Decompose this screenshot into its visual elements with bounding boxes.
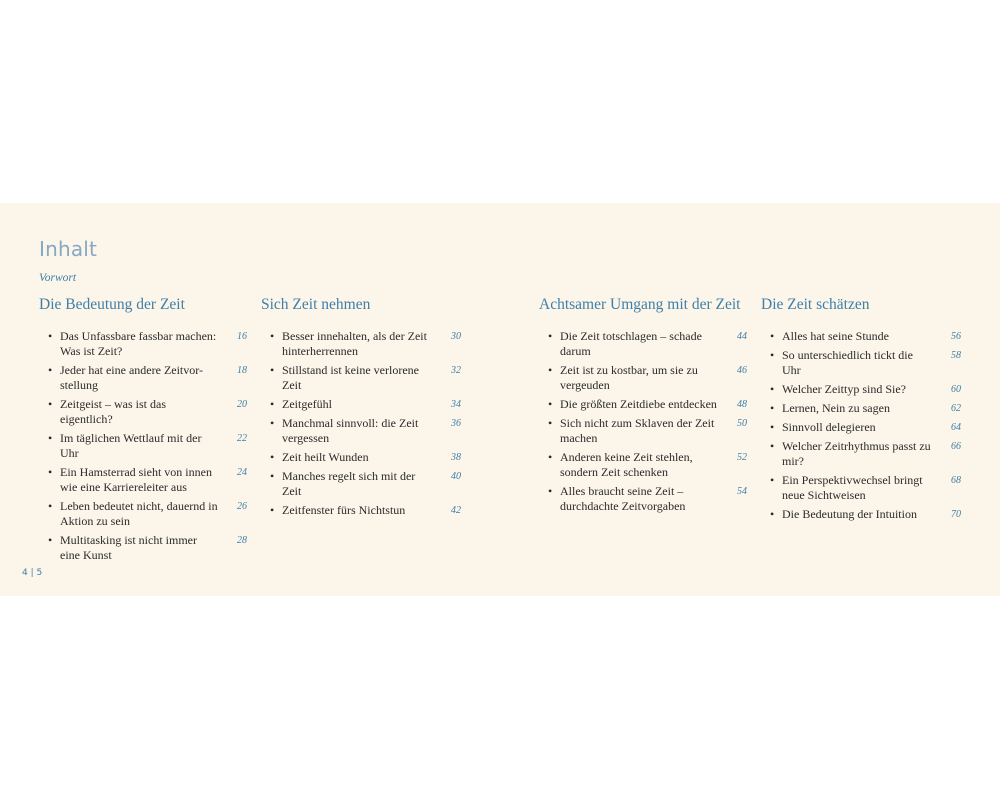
- toc-entry: [761, 329, 961, 344]
- preface-link: Vorwort: [39, 272, 77, 284]
- page-number: 54: [737, 486, 747, 497]
- entry-text: Stillstand ist keine verlorene Zeit: [282, 363, 419, 392]
- toc-entry: [39, 363, 247, 393]
- page-number: 42: [451, 505, 461, 516]
- toc-entry: [761, 473, 961, 503]
- section-title: Die Bedeutung der Zeit: [39, 296, 185, 313]
- toc-entry: [761, 382, 961, 397]
- page-number: 58: [951, 350, 961, 361]
- entry-text: Zeitgefühl: [282, 397, 332, 411]
- page-number: 30: [451, 331, 461, 342]
- entry-text: Anderen keine Zeit stehlen, sondern Zeit schenken: [560, 450, 693, 479]
- toc-entry: [539, 484, 747, 514]
- toc-entry: [261, 363, 461, 393]
- entry-text: Die Bedeutung der Intuition: [782, 507, 917, 521]
- toc-entry: [39, 465, 247, 495]
- page-number: 28: [237, 535, 247, 546]
- page-number: 52: [737, 452, 747, 463]
- page-number: 68: [951, 475, 961, 486]
- entry-text: So unterschiedlich tickt die Uhr: [782, 348, 913, 377]
- toc-entry: [261, 329, 461, 359]
- entry-text: Im täglichen Wettlauf mit der Uhr: [60, 431, 202, 460]
- page-number: 48: [737, 399, 747, 410]
- entry-text: Das Unfassbare fassbar machen: Was ist Zeit?: [60, 329, 217, 358]
- toc-entry: [261, 397, 461, 412]
- entry-text: Zeitgeist – was ist das eigentlich?: [60, 397, 166, 426]
- page-folio: 4 | 5: [22, 568, 43, 578]
- entry-text: Leben bedeutet nicht, dauernd in Aktion zu sein: [60, 499, 218, 528]
- page-number: 44: [737, 331, 747, 342]
- entry-text: Alles hat seine Stunde: [782, 329, 889, 343]
- entry-text: Ein Hamsterrad sieht von innen wie eine Karriereleiter aus: [60, 465, 212, 494]
- section-title: Sich Zeit nehmen: [261, 296, 371, 313]
- toc-list: [761, 329, 961, 522]
- toc-entry: [761, 348, 961, 378]
- toc-entry: [261, 450, 461, 465]
- entry-text: Die Zeit totschlagen – schade darum: [560, 329, 702, 358]
- page-number: 66: [951, 441, 961, 452]
- section-title: Die Zeit schätzen: [761, 296, 870, 313]
- toc-entry: [539, 329, 747, 359]
- entry-text: Lernen, Nein zu sagen: [782, 401, 890, 415]
- toc-entry: [39, 533, 247, 563]
- toc-list: [261, 329, 461, 518]
- entry-text: Sich nicht zum Sklaven der Zeit machen: [560, 416, 715, 445]
- toc-entry: [761, 507, 961, 522]
- page-number: 22: [237, 433, 247, 444]
- entry-text: Manches regelt sich mit der Zeit: [282, 469, 416, 498]
- toc-column-1: [39, 296, 247, 567]
- toc-entry: [261, 469, 461, 499]
- entry-text: Zeit heilt Wunden: [282, 450, 369, 464]
- page-number: 20: [237, 399, 247, 410]
- toc-entry: [39, 499, 247, 529]
- page-number: 56: [951, 331, 961, 342]
- page-number: 70: [951, 509, 961, 520]
- book-spread: [0, 203, 1000, 596]
- toc-entry: [761, 420, 961, 435]
- page-number: 38: [451, 452, 461, 463]
- entry-text: Welcher Zeittyp sind Sie?: [782, 382, 906, 396]
- toc-column-2: [261, 296, 461, 522]
- toc-entry: [39, 431, 247, 461]
- page-number: 64: [951, 422, 961, 433]
- page-number: 40: [451, 471, 461, 482]
- toc-entry: [761, 401, 961, 416]
- toc-entry: [39, 329, 247, 359]
- entry-text: Multitasking ist nicht immer eine Kunst: [60, 533, 197, 562]
- toc-entry: [261, 503, 461, 518]
- page-number: 24: [237, 467, 247, 478]
- page-number: 32: [451, 365, 461, 376]
- entry-text: Zeitfenster fürs Nichtstun: [282, 503, 406, 517]
- toc-list: [39, 329, 247, 563]
- page-number: 62: [951, 403, 961, 414]
- entry-text: Alles braucht seine Zeit – durchdachte Zeitvorgaben: [560, 484, 686, 513]
- toc-entry: [539, 416, 747, 446]
- entry-text: Zeit ist zu kostbar, um sie zu vergeuden: [560, 363, 698, 392]
- toc-entry: [539, 363, 747, 393]
- section-title: Achtsamer Umgang mit der Zeit: [539, 296, 741, 313]
- page-number: 50: [737, 418, 747, 429]
- page-number: 26: [237, 501, 247, 512]
- toc-entry: [539, 397, 747, 412]
- entry-text: Besser innehalten, als der Zeit hinterherrennen: [282, 329, 427, 358]
- page-number: 36: [451, 418, 461, 429]
- toc-entry: [261, 416, 461, 446]
- toc-heading: Inhalt: [39, 237, 98, 261]
- entry-text: Manchmal sinnvoll: die Zeit vergessen: [282, 416, 419, 445]
- page-number: 60: [951, 384, 961, 395]
- entry-text: Ein Perspektivwechsel bringt neue Sichtweisen: [782, 473, 923, 502]
- entry-text: Welcher Zeitrhythmus passt zu mir?: [782, 439, 931, 468]
- entry-text: Jeder hat eine andere Zeitvor-stellung: [60, 363, 204, 392]
- page-number: 16: [237, 331, 247, 342]
- toc-entry: [539, 450, 747, 480]
- toc-list: [539, 329, 747, 514]
- toc-column-4: [761, 296, 961, 526]
- page-number: 34: [451, 399, 461, 410]
- entry-text: Die größten Zeitdiebe entdecken: [560, 397, 717, 411]
- toc-entry: [761, 439, 961, 469]
- toc-entry: [39, 397, 247, 427]
- entry-text: Sinnvoll delegieren: [782, 420, 876, 434]
- page-number: 46: [737, 365, 747, 376]
- page-number: 18: [237, 365, 247, 376]
- toc-column-3: [539, 296, 747, 518]
